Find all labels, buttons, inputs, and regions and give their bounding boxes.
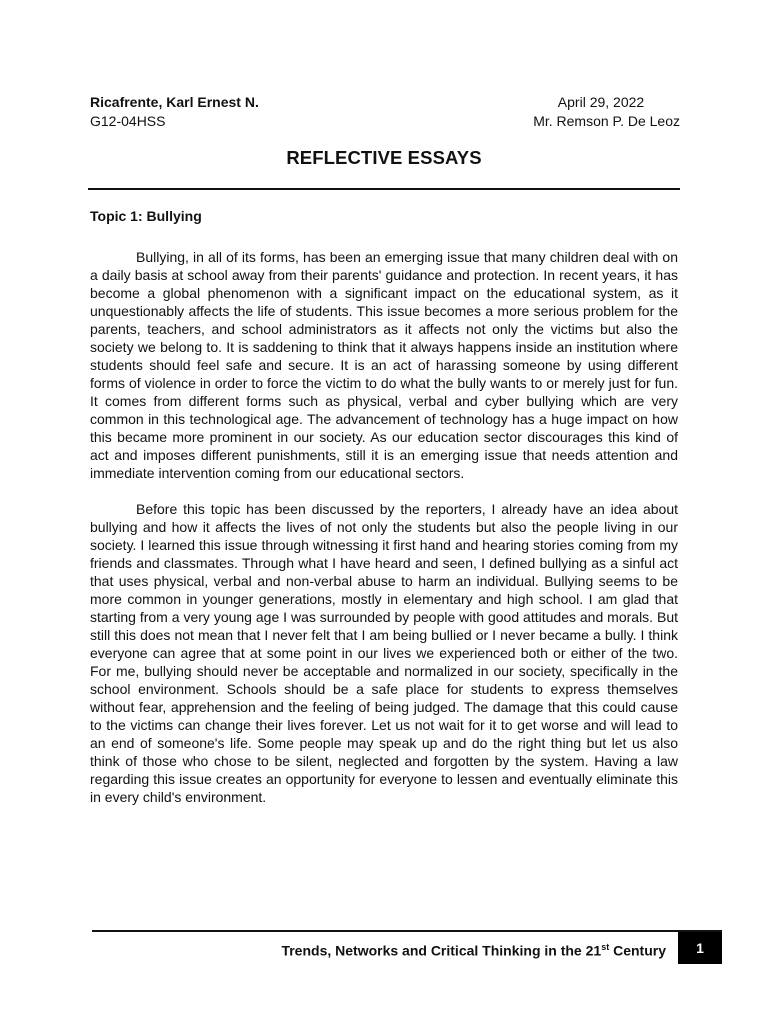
essay-paragraph-2: Before this topic has been discussed by the reporters, I already have an idea about bullying and how it affects the lives of not only the students but also the people living in our society. I learned this issue through witnessing it first hand and hearing stories coming from my friends and classmates. Through what I have heard and seen, I defined bullying as a sinful act that uses physical, verbal and non-verbal abuse to harm an individual. Bullying seems to be more common in younger generations, mostly in elementary and high school. I am glad that starting from a very young age I was surrounded by people with good attitudes and morals. But still this does not mean that I never felt that I am being bullied or I never became a bully. I think everyone can agree that at some point in our lives we experienced both or either of the two. For me, bullying should never be acceptable and normalized in our society, specifically in the school environment. Schools should be a safe place for students to express themselves without fear, apprehension and the feeling of being judged. The damage that this could cause to the victims can change their lives forever. Let us not wait for it to get worse and will lead to an end of someone's life. Some people may speak up and do the right thing but let us also think of those who chose to be silent, neglected and forgotten by the system. Having a law regarding this issue creates an opportunity for everyone to lessen and eventually eliminate this in every child's environment. — [90, 501, 678, 805]
document-date: April 29, 2022 — [557, 94, 645, 110]
header-row-1 — [90, 93, 680, 112]
teacher-name: Mr. Remson P. De Leoz — [533, 113, 680, 129]
page-number: 1 — [678, 932, 722, 964]
page-title: REFLECTIVE ESSAYS — [286, 147, 482, 168]
title-divider — [88, 188, 680, 190]
footer-text-main: Trends, Networks and Critical Thinking in the 21 — [281, 942, 602, 959]
footer-course-title — [200, 942, 666, 959]
footer-divider — [92, 930, 722, 932]
student-name: Ricafrente, Karl Ernest N. — [90, 94, 259, 110]
essay-paragraph-1: Bullying, in all of its forms, has been an emerging issue that many children deal with on a daily basis at school away from their parents' guidance and protection. In recent years, it has become a global phenomenon with a significant impact on the educational system, as it unquestionably affects the life of students. This issue becomes a more serious problem for the parents, teachers, and school administrators as it affects not only the victims but also the society we belong to. It is saddening to think that it always happens inside an institution where students should feel safe and secure. It is an act of harassing someone by using different forms of violence in order to force the victim to do what the bully wants to or merely just for fun. It comes from different forms such as physical, verbal and cyber bullying which are very common in this technological age. The advancement of technology has a huge impact on how this became more prominent in our society. As our education sector discourages this kind of act and imposes different punishments, still it is an emerging issue that needs attention and immediate intervention coming from our educational sectors. — [90, 249, 678, 481]
class-section: G12-04HSS — [90, 113, 166, 129]
document-header — [90, 93, 680, 131]
header-row-2 — [90, 112, 680, 131]
essay-body — [90, 248, 678, 824]
topic-heading: Topic 1: Bullying — [90, 208, 202, 224]
footer-superscript: st — [601, 942, 610, 952]
footer-text-end: Century — [609, 942, 666, 959]
